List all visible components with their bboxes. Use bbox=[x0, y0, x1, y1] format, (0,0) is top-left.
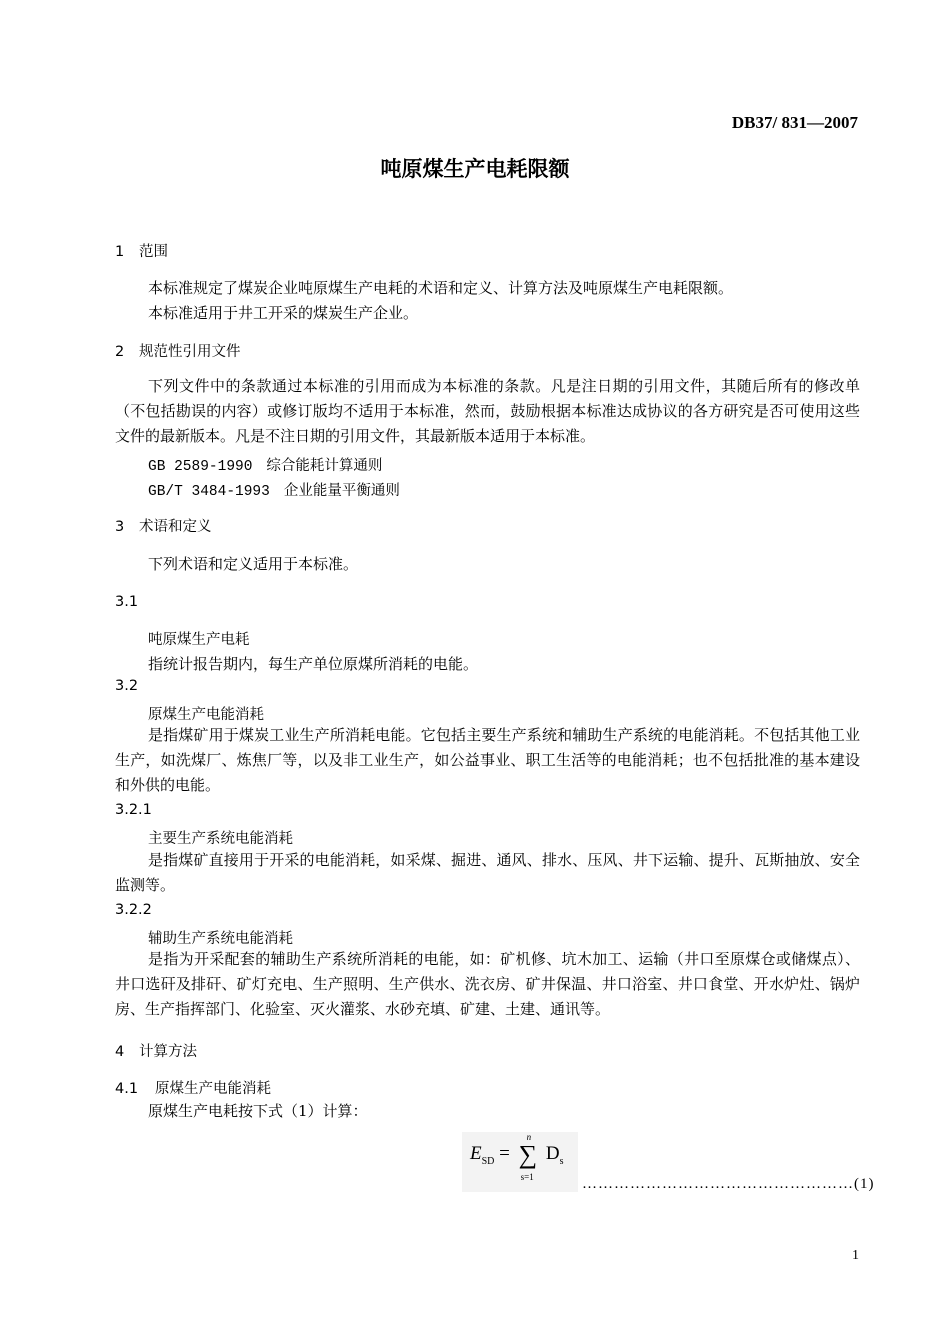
section-4-heading bbox=[115, 1040, 197, 1061]
formula-lhs: E bbox=[470, 1143, 482, 1164]
equation-number: (1) bbox=[854, 1176, 875, 1192]
section-title: 计算方法 bbox=[139, 1044, 197, 1060]
term-title: 吨原煤生产电耗 bbox=[148, 632, 250, 648]
reference-item bbox=[148, 454, 382, 475]
section-number: 4 bbox=[115, 1044, 125, 1060]
page-title: 吨原煤生产电耗限额 bbox=[380, 157, 570, 181]
formula-term: D bbox=[545, 1143, 560, 1164]
section-number: 2 bbox=[115, 344, 125, 360]
section-number: 4.1 bbox=[115, 1081, 139, 1097]
section-number: 3 bbox=[115, 519, 125, 535]
reference-item bbox=[148, 479, 400, 500]
reference-title: 企业能量平衡通则 bbox=[283, 483, 400, 499]
subsection-4-1-heading bbox=[115, 1077, 271, 1098]
clause-number: 3.2 bbox=[115, 678, 139, 694]
paragraph: 原煤生产电耗按下式（1）计算： bbox=[148, 1102, 368, 1120]
section-title: 范围 bbox=[139, 244, 168, 260]
formula-leader bbox=[582, 1176, 875, 1193]
paragraph: 本标准适用于井工开采的煤炭生产企业。 bbox=[148, 304, 419, 322]
section-1-heading bbox=[115, 240, 168, 261]
reference-code: GB/T 3484-1993 bbox=[148, 484, 270, 500]
standard-number: DB37/ 831—2007 bbox=[731, 113, 858, 132]
term-definition: 是指为开采配套的辅助生产系统所消耗的电能，如：矿机修、坑木加工、运输（井口至原煤仓或储煤点）、井口选矸及排矸、矿灯充电、生产照明、生产供水、洗衣房、矿井保温、井口浴室、井口食堂、开水炉灶、锅炉房、生产指挥部门、化验室、灭火灌浆、水砂充填、矿建、土建、通讯等。 bbox=[115, 950, 860, 1018]
paragraph: 下列术语和定义适用于本标准。 bbox=[148, 555, 359, 573]
term-definition: 是指煤矿用于煤炭工业生产所消耗电能。它包括主要生产系统和辅助生产系统的电能消耗。不包括其他工业生产，如洗煤厂、炼焦厂等，以及非工业生产，如公益事业、职工生活等的电能消耗；也不包括批准的基本建设和外供的电能。 bbox=[115, 726, 860, 794]
paragraph: 本标准规定了煤炭企业吨原煤生产电耗的术语和定义、计算方法及吨原煤生产电耗限额。 bbox=[148, 279, 734, 297]
section-2-heading bbox=[115, 340, 241, 361]
term-title: 原煤生产电能消耗 bbox=[148, 707, 264, 723]
formula-1 bbox=[470, 1132, 564, 1182]
section-title: 规范性引用文件 bbox=[139, 344, 241, 360]
section-title: 原煤生产电能消耗 bbox=[155, 1081, 271, 1097]
clause-number: 3.2.2 bbox=[115, 902, 152, 918]
sum-upper-limit: n bbox=[526, 1132, 532, 1142]
clause-number: 3.1 bbox=[115, 594, 139, 610]
term-definition: 是指煤矿直接用于开采的电能消耗，如采煤、掘进、通风、排水、压风、井下运输、提升、瓦斯抽放、安全监测等。 bbox=[115, 851, 860, 894]
reference-title: 综合能耗计算通则 bbox=[266, 458, 383, 474]
sum-lower-limit: s=1 bbox=[520, 1172, 534, 1182]
reference-code: GB 2589-1990 bbox=[148, 459, 253, 475]
term-title: 辅助生产系统电能消耗 bbox=[148, 931, 293, 947]
term-title: 主要生产系统电能消耗 bbox=[148, 831, 293, 847]
formula-term-subscript: s bbox=[559, 1155, 564, 1167]
formula-lhs-subscript: SD bbox=[481, 1155, 495, 1167]
page-number: 1 bbox=[852, 1248, 859, 1263]
section-title: 术语和定义 bbox=[139, 519, 212, 535]
section-number: 1 bbox=[115, 244, 125, 260]
term-definition: 指统计报告期内，每生产单位原煤所消耗的电能。 bbox=[148, 655, 479, 673]
leader-dots: …………………………………………… bbox=[582, 1176, 854, 1192]
clause-number: 3.2.1 bbox=[115, 802, 152, 818]
summation-icon: ∑ n s=1 bbox=[518, 1132, 538, 1182]
formula-equals: = bbox=[499, 1143, 510, 1164]
paragraph: 下列文件中的条款通过本标准的引用而成为本标准的条款。凡是注日期的引用文件，其随后所有的修改单（不包括勘误的内容）或修订版均不适用于本标准，然而，鼓励根据本标准达成协议的各方研究是否可使用这些文件的最新版本。凡是不注日期的引用文件，其最新版本适用于本标准。 bbox=[115, 377, 860, 445]
section-3-heading bbox=[115, 515, 212, 536]
